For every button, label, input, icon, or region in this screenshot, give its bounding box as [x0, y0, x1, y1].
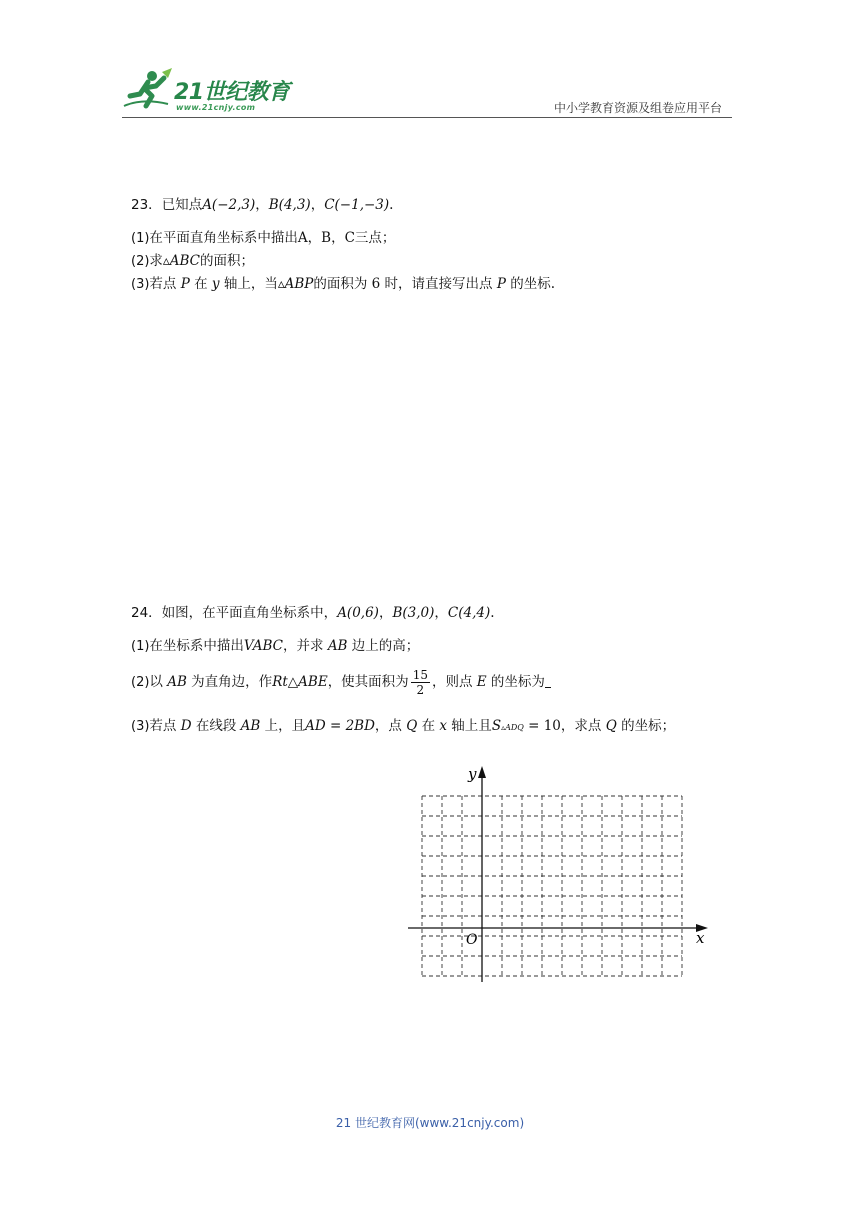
part-text: 求: [149, 253, 163, 269]
part-text: 以: [149, 674, 168, 690]
q23-sep: ，: [310, 197, 325, 213]
runner-logo-icon: [122, 66, 174, 114]
part-text: 在: [189, 276, 212, 292]
fraction: [411, 668, 430, 697]
triangle-abp: ▵ABP: [277, 276, 314, 292]
part-text: 轴上，当: [219, 276, 278, 292]
logo: [122, 66, 302, 118]
q24-end: .: [490, 605, 495, 621]
part-text: 的面积；: [199, 253, 254, 269]
q24-sep: ，: [378, 605, 393, 621]
logo-url: www.21cnjy.com: [176, 103, 256, 112]
segment-ab: AB: [167, 674, 187, 690]
part-text: 在: [417, 718, 440, 734]
q23-part1: [131, 228, 395, 249]
triangle-abc: ▵ABC: [162, 253, 200, 269]
page-header: [122, 66, 732, 120]
q23-point-c: C(−1,−3): [324, 197, 390, 213]
fraction-denominator: 2: [416, 683, 425, 697]
y-axis-label: y: [468, 765, 477, 783]
part-number: (2): [131, 254, 150, 269]
q23-point-b: B(4,3): [268, 197, 311, 213]
coordinate-grid: [400, 760, 720, 990]
q24-point-b: B(3,0): [392, 605, 435, 621]
var-q: Q: [605, 718, 617, 734]
y-axis-arrow-icon: [478, 766, 486, 778]
part-text: 上，且: [260, 718, 306, 734]
x-axis-label: x: [696, 929, 705, 947]
q24-part2: [131, 668, 551, 697]
part-text: 边上的高；: [347, 638, 420, 654]
q23-text: 已知点: [161, 197, 203, 213]
part-text: 的坐标为: [486, 674, 545, 690]
part-text: 轴上且: [447, 718, 492, 734]
grid-lines: [422, 796, 682, 976]
part-text: ，求点: [560, 718, 606, 734]
header-divider: [122, 117, 732, 118]
area-subscript: ▵ADQ: [501, 723, 524, 732]
part-text: 在坐标系中描出: [149, 638, 244, 654]
q24-number: 24．: [131, 605, 162, 621]
part-text: 的坐标.: [505, 276, 556, 292]
q23-number: 23．: [131, 197, 162, 213]
q24-stem: [131, 603, 495, 623]
answer-blank[interactable]: [545, 673, 551, 688]
var-p: P: [496, 276, 506, 292]
part-text: 若点: [149, 718, 181, 734]
var-d: D: [180, 718, 192, 734]
origin-label: O: [466, 932, 478, 948]
q24-text: 如图，在平面直角坐标系中，: [161, 605, 338, 621]
part-text: ，点: [374, 718, 407, 734]
q24-point-a: A(0,6): [337, 605, 379, 621]
part-text: 的坐标；: [616, 718, 676, 734]
q24-part3: [131, 716, 675, 738]
logo-text: 21世纪教育: [174, 80, 290, 105]
platform-name: 中小学教育资源及组卷应用平台: [553, 101, 722, 115]
segment-ab: AB: [240, 718, 261, 734]
q23-end: .: [389, 197, 394, 213]
q23-stem: [131, 195, 393, 215]
q24-part1: [131, 636, 419, 657]
part-text: 在线段: [191, 718, 241, 734]
part-text: 若点: [149, 276, 181, 292]
fraction-numerator: 15: [412, 668, 428, 682]
part-text: ，使其面积为: [327, 674, 409, 690]
part-text: ，并求: [283, 638, 328, 654]
part-text: 在平面直角坐标系中描出A，B，C三点；: [149, 230, 396, 246]
equation: AD = 2BD: [305, 718, 375, 734]
q23-part3: [131, 274, 555, 295]
part-number: (1): [131, 231, 150, 246]
part-number: (3): [131, 277, 150, 292]
var-e: E: [476, 674, 487, 690]
var-x: x: [439, 718, 448, 734]
var-p: P: [180, 276, 190, 292]
area-value: = 10: [523, 718, 561, 734]
var-q: Q: [406, 718, 418, 734]
page-footer: 21 世纪教育网(www.21cnjy.com): [335, 1116, 525, 1130]
q23-point-a: A(−2,3): [202, 197, 256, 213]
q23-part2: [131, 251, 254, 272]
area-symbol: S: [491, 718, 502, 734]
q24-sep: ，: [434, 605, 448, 621]
q24-point-c: C(4,4): [447, 605, 491, 621]
part-text: ，则点: [431, 674, 477, 690]
part-number: (1): [131, 639, 150, 654]
part-number: (2): [131, 675, 150, 690]
q23-sep: ，: [255, 197, 269, 213]
var-y: y: [211, 276, 220, 292]
part-text: 的面积为 6 时，请直接写出点: [313, 276, 497, 292]
part-text: 为直角边，作: [186, 674, 273, 690]
part-number: (3): [131, 719, 150, 734]
segment-ab: AB: [327, 638, 348, 654]
right-triangle-abe: Rt△ABE: [272, 674, 328, 690]
triangle-abc: VABC: [243, 638, 284, 654]
